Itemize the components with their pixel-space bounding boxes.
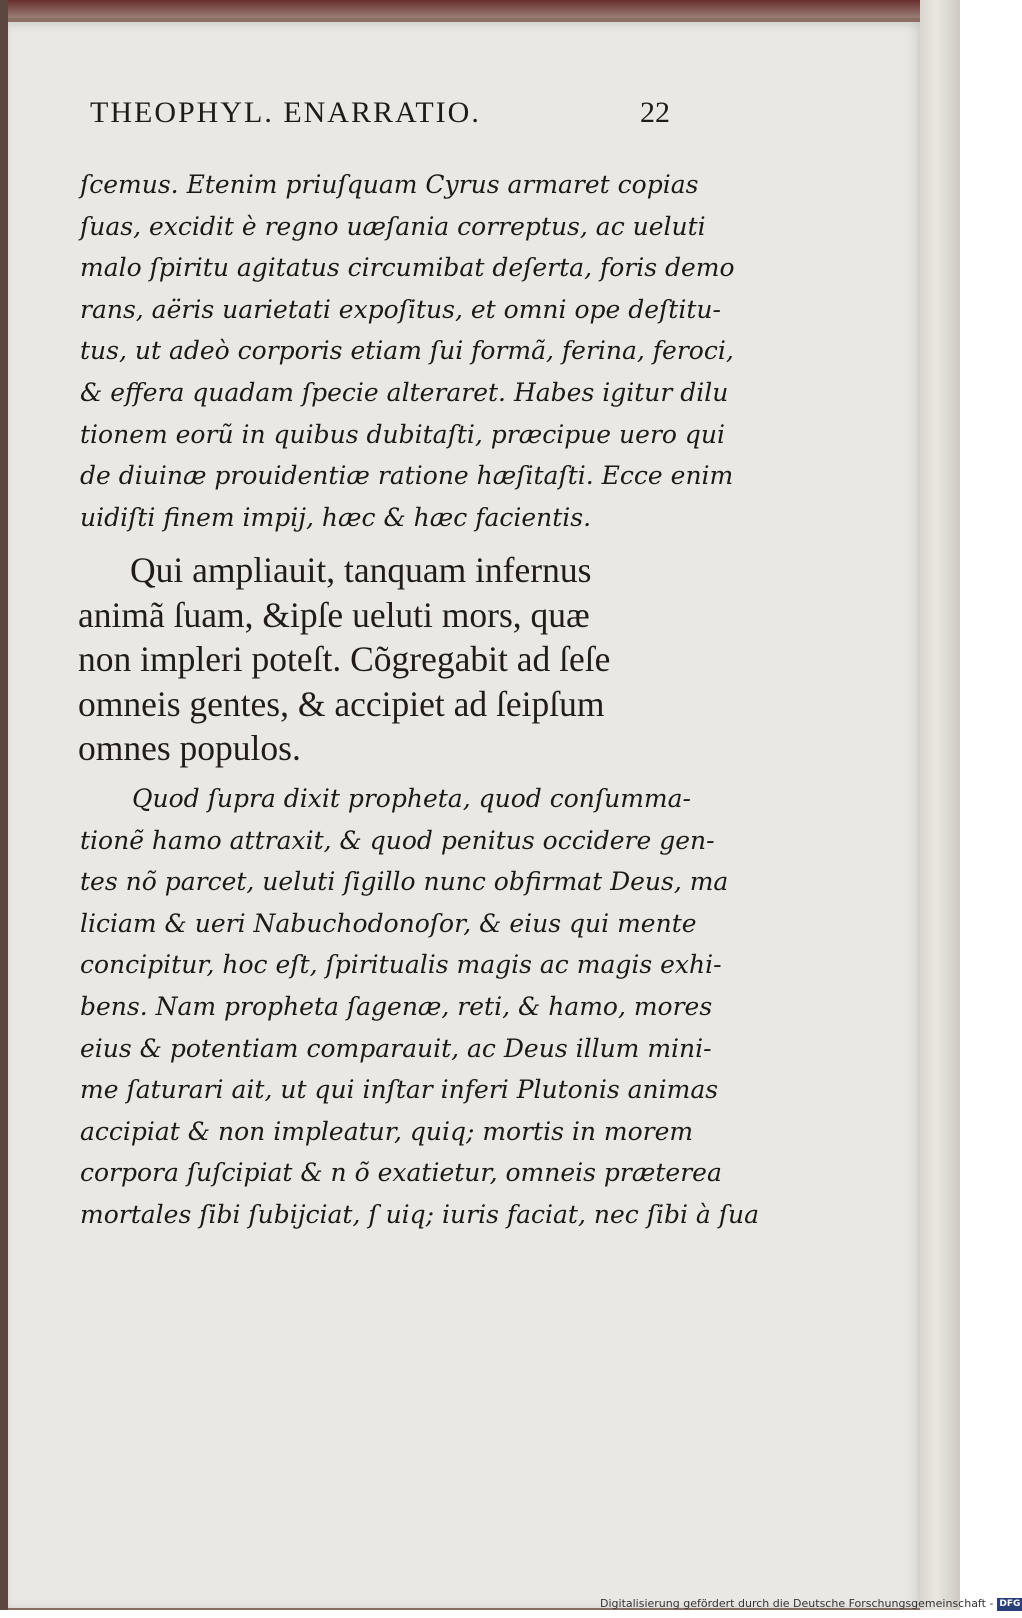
text-line: tus, ut adeò corporis etiam ſui formã, ferina, feroci, xyxy=(80,336,734,366)
text-line: mortales ſibi ſubijciat, ſ uiq; iuris faciat, nec ſibi à ſua xyxy=(80,1199,760,1229)
commentary-block-1 xyxy=(80,164,735,538)
text-line: tes nõ parcet, ueluti ſigillo nunc obfirmat Deus, ma xyxy=(80,867,729,897)
commentary-block-2 xyxy=(80,778,760,1236)
verse-line: omnes populos. xyxy=(78,728,301,768)
text-line: malo ſpiritu agitatus circumibat deſerta, foris demo xyxy=(80,253,735,283)
header-title: THEOPHYL. ENARRATIO. xyxy=(90,96,481,129)
text-line: ſuas, excidit è regno uæſania correptus, ac ueluti xyxy=(80,211,706,241)
running-header xyxy=(80,90,680,136)
text-line: concipitur, hoc eſt, ſpiritualis magis ac magis exhi- xyxy=(80,950,722,980)
text-line: bens. Nam propheta ſagenæ, reti, & hamo, mores xyxy=(80,991,713,1021)
verse-line: non impleri poteſt. Cõgregabit ad ſeſe xyxy=(78,639,611,679)
text-line: uidiſti finem impij, hæc & hæc facientis. xyxy=(80,502,592,532)
text-line: tionẽ hamo attraxit, & quod penitus occidere gen- xyxy=(80,825,715,855)
text-line: rans, aëris uarietati expoſitus, et omni ope deſtitu- xyxy=(80,294,721,324)
text-line: eius & potentiam comparauit, ac Deus illum mini- xyxy=(80,1033,712,1063)
text-line: tionem eorũ in quibus dubitaſti, præcipue uero qui xyxy=(80,419,725,449)
verse-line: Qui ampliauit, tanquam infernus xyxy=(130,550,592,590)
text-line: accipiat & non impleatur, quiq; mortis in morem xyxy=(80,1116,694,1146)
verse-line: omneis gentes, & accipiet ad ſeipſum xyxy=(78,683,605,724)
text-line: Quod ſupra dixit propheta, quod conſumma- xyxy=(132,784,691,813)
text-line: liciam & ueri Nabuchodonoſor, & eius qui mente xyxy=(80,908,697,938)
book-gutter xyxy=(0,0,8,1610)
text-line: me ſaturari ait, ut qui inſtar inferi Plutonis animas xyxy=(80,1075,719,1105)
credit-text: Digitalisierung gefördert durch die Deutsche Forschungsgemeinschaft - xyxy=(600,1597,994,1610)
scripture-verse xyxy=(78,548,698,771)
dfg-logo: DFG xyxy=(999,1598,1021,1609)
page-edge-right xyxy=(920,0,960,1610)
verse-line: animã ſuam, &ipſe ueluti mors, quæ xyxy=(78,594,590,635)
text-line: corpora ſuſcipiat & n õ exatietur, omneis præterea xyxy=(80,1158,722,1188)
text-line: ſcemus. Etenim priuſquam Cyrus armaret copias xyxy=(80,170,699,199)
digitization-credit xyxy=(600,1597,1021,1615)
text-line: de diuinæ prouidentiæ ratione hæſitaſti. Ecce enim xyxy=(80,461,734,491)
text-line: & effera quadam ſpecie alteraret. Habes igitur dilu xyxy=(80,377,729,407)
book-top-edge xyxy=(0,0,960,18)
page-number: 22 xyxy=(640,96,670,129)
